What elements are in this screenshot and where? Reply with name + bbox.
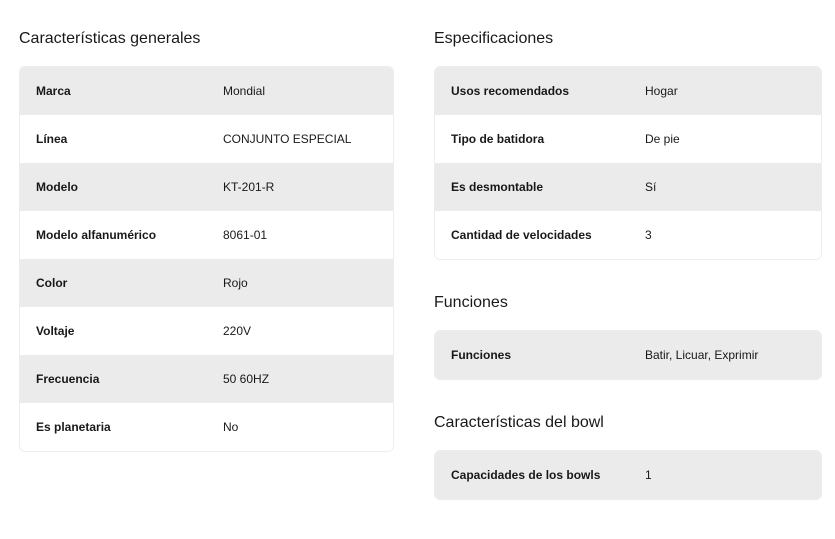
section-title-functions: Funciones <box>434 294 508 311</box>
table-row <box>20 307 393 355</box>
spec-value: 220V <box>223 324 252 338</box>
spec-value: No <box>223 420 239 434</box>
spec-value: CONJUNTO ESPECIAL <box>223 132 352 146</box>
spec-value: De pie <box>645 132 680 146</box>
spec-value: Batir, Licuar, Exprimir <box>645 348 759 362</box>
spec-value: Hogar <box>645 84 678 98</box>
bowl-table <box>434 450 822 500</box>
right-column <box>434 0 822 500</box>
spec-value: Sí <box>645 180 657 194</box>
spec-key: Voltaje <box>36 324 75 338</box>
table-row <box>435 331 821 379</box>
spec-key: Es planetaria <box>36 420 111 434</box>
table-row <box>20 355 393 403</box>
table-row <box>435 67 821 115</box>
spec-value: KT-201-R <box>223 180 275 194</box>
spec-key: Cantidad de velocidades <box>451 228 592 242</box>
table-row <box>435 163 821 211</box>
spec-key: Línea <box>36 132 68 146</box>
table-row <box>435 115 821 163</box>
functions-table <box>434 330 822 380</box>
spec-key: Es desmontable <box>451 180 544 194</box>
spec-value: 1 <box>645 468 652 482</box>
spec-key: Modelo <box>36 180 78 194</box>
section-title-general: Características generales <box>19 30 201 47</box>
general-spec-table <box>19 66 394 452</box>
section-title-bowl: Características del bowl <box>434 414 604 431</box>
spec-value: 50 60HZ <box>223 372 270 386</box>
spec-key: Tipo de batidora <box>451 132 545 146</box>
spec-value: Rojo <box>223 276 248 290</box>
spec-value: 3 <box>645 228 652 242</box>
spec-value: 8061-01 <box>223 228 268 242</box>
table-row <box>435 211 821 259</box>
section-title-specs: Especificaciones <box>434 30 554 47</box>
table-row <box>20 67 393 115</box>
spec-key: Usos recomendados <box>451 84 570 98</box>
spec-value: Mondial <box>223 84 266 98</box>
table-row <box>20 403 393 451</box>
table-row <box>20 259 393 307</box>
table-row <box>435 451 821 499</box>
spec-key: Modelo alfanumérico <box>36 228 157 242</box>
table-row <box>20 115 393 163</box>
spec-key: Capacidades de los bowls <box>451 468 601 482</box>
spec-key: Color <box>36 276 68 290</box>
table-row <box>20 211 393 259</box>
spec-key: Frecuencia <box>36 372 100 386</box>
spec-key: Funciones <box>451 348 512 362</box>
general-characteristics-section <box>19 0 394 452</box>
spec-key: Marca <box>36 84 71 98</box>
specs-table <box>434 66 822 260</box>
table-row <box>20 163 393 211</box>
